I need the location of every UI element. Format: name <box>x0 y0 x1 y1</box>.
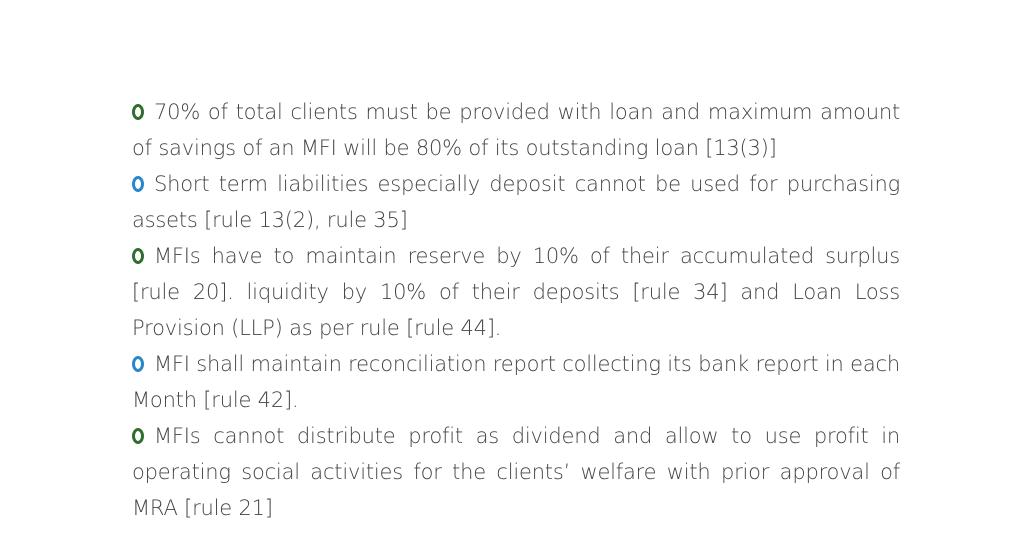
bullet-text: Short term liabilities especially deposit cannot be used for purchasing assets [rule 13(2), rule 35] <box>132 172 900 232</box>
bullet-item-1 <box>132 94 900 166</box>
bullet-item-4 <box>132 346 900 418</box>
blue-circle-bullet-icon <box>132 356 144 372</box>
bullet-text: MFIs have to maintain reserve by 10% of their accumulated surplus [rule 20]. liquidity by 10% of their deposits [rule 34] and Loan Loss Provision (LLP) as per rule [rule 44]. <box>132 244 900 340</box>
regulation-bullet-list <box>132 94 900 526</box>
bullet-text: 70% of total clients must be provided with loan and maximum amount of savings of an MFI will be 80% of its outstanding loan [13(3)] <box>132 100 900 160</box>
green-circle-bullet-icon <box>132 428 144 444</box>
bullet-item-2 <box>132 166 900 238</box>
bullet-item-5 <box>132 418 900 526</box>
green-circle-bullet-icon <box>132 104 144 120</box>
bullet-item-3 <box>132 238 900 346</box>
bullet-text: MFI shall maintain reconciliation report collecting its bank report in each Month [rule 42]. <box>132 352 900 412</box>
bullet-text: MFIs cannot distribute profit as dividend and allow to use profit in operating social activities for the clients’ welfare with prior approval of MRA [rule 21] <box>132 424 900 520</box>
green-circle-bullet-icon <box>132 248 144 264</box>
blue-circle-bullet-icon <box>132 176 144 192</box>
